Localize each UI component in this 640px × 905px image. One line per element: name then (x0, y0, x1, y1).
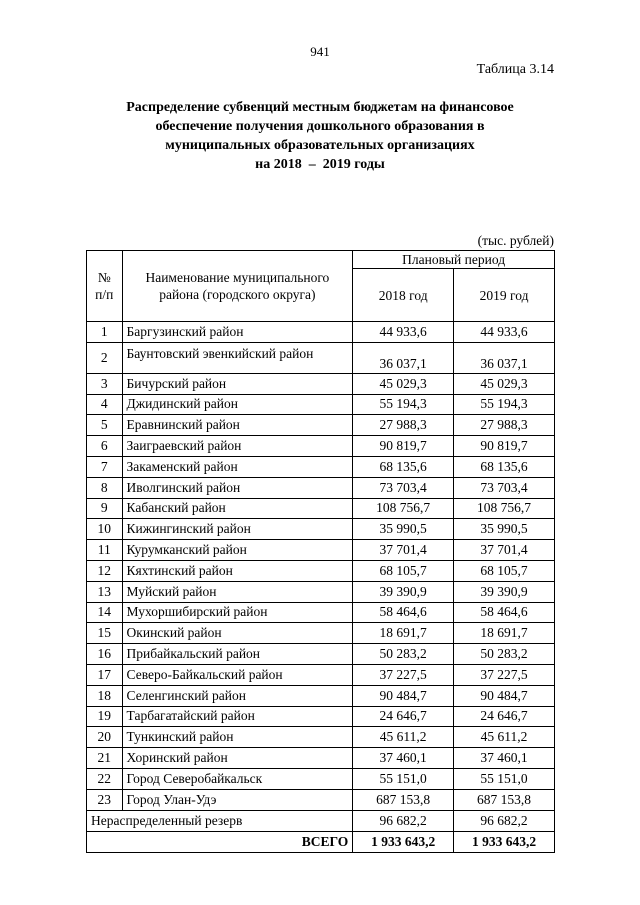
header-name: Наименование муниципального района (городского округа) (122, 251, 353, 322)
row-number: 17 (87, 664, 123, 685)
table-row (87, 623, 555, 644)
row-district: Бичурский район (122, 373, 353, 394)
table-row (87, 789, 555, 810)
row-value-2018: 90 819,7 (353, 436, 454, 457)
row-district: Кяхтинский район (122, 560, 353, 581)
row-district: Баргузинский район (122, 322, 353, 343)
row-value-2018: 58 464,6 (353, 602, 454, 623)
row-district: Муйский район (122, 581, 353, 602)
row-number: 21 (87, 748, 123, 769)
row-district: Северо-Байкальский район (122, 664, 353, 685)
row-value-2018: 36 037,1 (353, 342, 454, 373)
row-value-2018: 35 990,5 (353, 519, 454, 540)
row-number: 2 (87, 342, 123, 373)
row-district: Тункинский район (122, 727, 353, 748)
row-district: Селенгинский район (122, 685, 353, 706)
row-value-2019: 50 283,2 (454, 644, 555, 665)
table-row (87, 436, 555, 457)
subvention-table (86, 250, 555, 853)
row-number: 13 (87, 581, 123, 602)
reserve-2018: 96 682,2 (353, 810, 454, 831)
row-district: Еравнинский район (122, 415, 353, 436)
title-line: муниципальных образовательных организациях (165, 138, 475, 153)
row-district: Иволгинский район (122, 477, 353, 498)
row-value-2019: 68 135,6 (454, 456, 555, 477)
row-number: 20 (87, 727, 123, 748)
title-line: на 2018 – 2019 годы (255, 157, 385, 172)
row-district: Джидинский район (122, 394, 353, 415)
row-value-2019: 37 460,1 (454, 748, 555, 769)
row-value-2019: 37 227,5 (454, 664, 555, 685)
row-value-2019: 44 933,6 (454, 322, 555, 343)
row-number: 7 (87, 456, 123, 477)
row-value-2018: 37 701,4 (353, 540, 454, 561)
row-district: Хоринский район (122, 748, 353, 769)
row-value-2019: 45 029,3 (454, 373, 555, 394)
row-value-2018: 44 933,6 (353, 322, 454, 343)
table-row (87, 456, 555, 477)
row-district: Город Улан-Удэ (122, 789, 353, 810)
table-row (87, 581, 555, 602)
total-2019: 1 933 643,2 (454, 831, 555, 852)
row-number: 23 (87, 789, 123, 810)
row-district: Прибайкальский район (122, 644, 353, 665)
table-row (87, 373, 555, 394)
row-value-2018: 73 703,4 (353, 477, 454, 498)
row-value-2018: 37 460,1 (353, 748, 454, 769)
row-district: Тарбагатайский район (122, 706, 353, 727)
row-district: Город Северобайкальск (122, 768, 353, 789)
row-value-2018: 18 691,7 (353, 623, 454, 644)
row-number: 16 (87, 644, 123, 665)
row-number: 19 (87, 706, 123, 727)
row-number: 12 (87, 560, 123, 581)
title-line: Распределение субвенций местным бюджетам на финансовое (126, 100, 514, 115)
document-title (60, 98, 580, 174)
row-value-2018: 45 029,3 (353, 373, 454, 394)
table-row (87, 519, 555, 540)
row-number: 9 (87, 498, 123, 519)
row-value-2019: 687 153,8 (454, 789, 555, 810)
row-value-2019: 73 703,4 (454, 477, 555, 498)
header-period: Плановый период (353, 251, 555, 269)
row-district: Закаменский район (122, 456, 353, 477)
header-num: № п/п (87, 251, 123, 322)
table-body (87, 322, 555, 853)
table-row (87, 477, 555, 498)
row-number: 8 (87, 477, 123, 498)
row-number: 14 (87, 602, 123, 623)
row-value-2018: 24 646,7 (353, 706, 454, 727)
row-value-2019: 108 756,7 (454, 498, 555, 519)
row-number: 6 (87, 436, 123, 457)
row-district: Баунтовский эвенкийский район (122, 342, 353, 373)
row-number: 18 (87, 685, 123, 706)
table-row (87, 644, 555, 665)
table-row (87, 664, 555, 685)
row-number: 15 (87, 623, 123, 644)
row-district: Кижингинский район (122, 519, 353, 540)
table-row (87, 498, 555, 519)
row-value-2019: 90 484,7 (454, 685, 555, 706)
table-row (87, 322, 555, 343)
row-value-2019: 37 701,4 (454, 540, 555, 561)
row-value-2019: 18 691,7 (454, 623, 555, 644)
row-value-2018: 68 135,6 (353, 456, 454, 477)
row-value-2019: 68 105,7 (454, 560, 555, 581)
row-value-2018: 45 611,2 (353, 727, 454, 748)
table-row (87, 540, 555, 561)
header-2018: 2018 год (353, 269, 454, 322)
row-value-2018: 55 151,0 (353, 768, 454, 789)
row-value-2018: 687 153,8 (353, 789, 454, 810)
row-value-2019: 90 819,7 (454, 436, 555, 457)
row-district: Заиграевский район (122, 436, 353, 457)
row-district: Курумканский район (122, 540, 353, 561)
row-value-2019: 58 464,6 (454, 602, 555, 623)
row-value-2019: 55 194,3 (454, 394, 555, 415)
row-number: 5 (87, 415, 123, 436)
row-value-2018: 68 105,7 (353, 560, 454, 581)
row-value-2019: 36 037,1 (454, 342, 555, 373)
row-value-2018: 90 484,7 (353, 685, 454, 706)
total-2018: 1 933 643,2 (353, 831, 454, 852)
table-row (87, 748, 555, 769)
page-number: 941 (310, 44, 330, 59)
row-number: 1 (87, 322, 123, 343)
row-number: 3 (87, 373, 123, 394)
row-value-2019: 24 646,7 (454, 706, 555, 727)
table-row (87, 394, 555, 415)
table-row (87, 602, 555, 623)
table-row (87, 685, 555, 706)
row-value-2019: 55 151,0 (454, 768, 555, 789)
row-value-2018: 27 988,3 (353, 415, 454, 436)
row-number: 11 (87, 540, 123, 561)
row-value-2019: 45 611,2 (454, 727, 555, 748)
table-row (87, 342, 555, 373)
row-value-2019: 27 988,3 (454, 415, 555, 436)
row-district: Окинский район (122, 623, 353, 644)
row-value-2019: 35 990,5 (454, 519, 555, 540)
reserve-row (87, 810, 555, 831)
table-row (87, 560, 555, 581)
row-value-2018: 37 227,5 (353, 664, 454, 685)
row-district: Мухоршибирский район (122, 602, 353, 623)
table-row (87, 415, 555, 436)
reserve-label: Нераспределенный резерв (87, 810, 353, 831)
table-row (87, 706, 555, 727)
row-value-2019: 39 390,9 (454, 581, 555, 602)
row-number: 10 (87, 519, 123, 540)
total-label: ВСЕГО (87, 831, 353, 852)
reserve-2019: 96 682,2 (454, 810, 555, 831)
table-row (87, 727, 555, 748)
total-row (87, 831, 555, 852)
row-number: 22 (87, 768, 123, 789)
row-value-2018: 50 283,2 (353, 644, 454, 665)
row-value-2018: 108 756,7 (353, 498, 454, 519)
row-district: Кабанский район (122, 498, 353, 519)
row-value-2018: 39 390,9 (353, 581, 454, 602)
table-reference: Таблица 3.14 (476, 62, 554, 77)
row-value-2018: 55 194,3 (353, 394, 454, 415)
header-2019: 2019 год (454, 269, 555, 322)
title-line: обеспечение получения дошкольного образования в (155, 119, 485, 134)
row-number: 4 (87, 394, 123, 415)
table-row (87, 768, 555, 789)
unit-label: (тыс. рублей) (477, 233, 554, 248)
